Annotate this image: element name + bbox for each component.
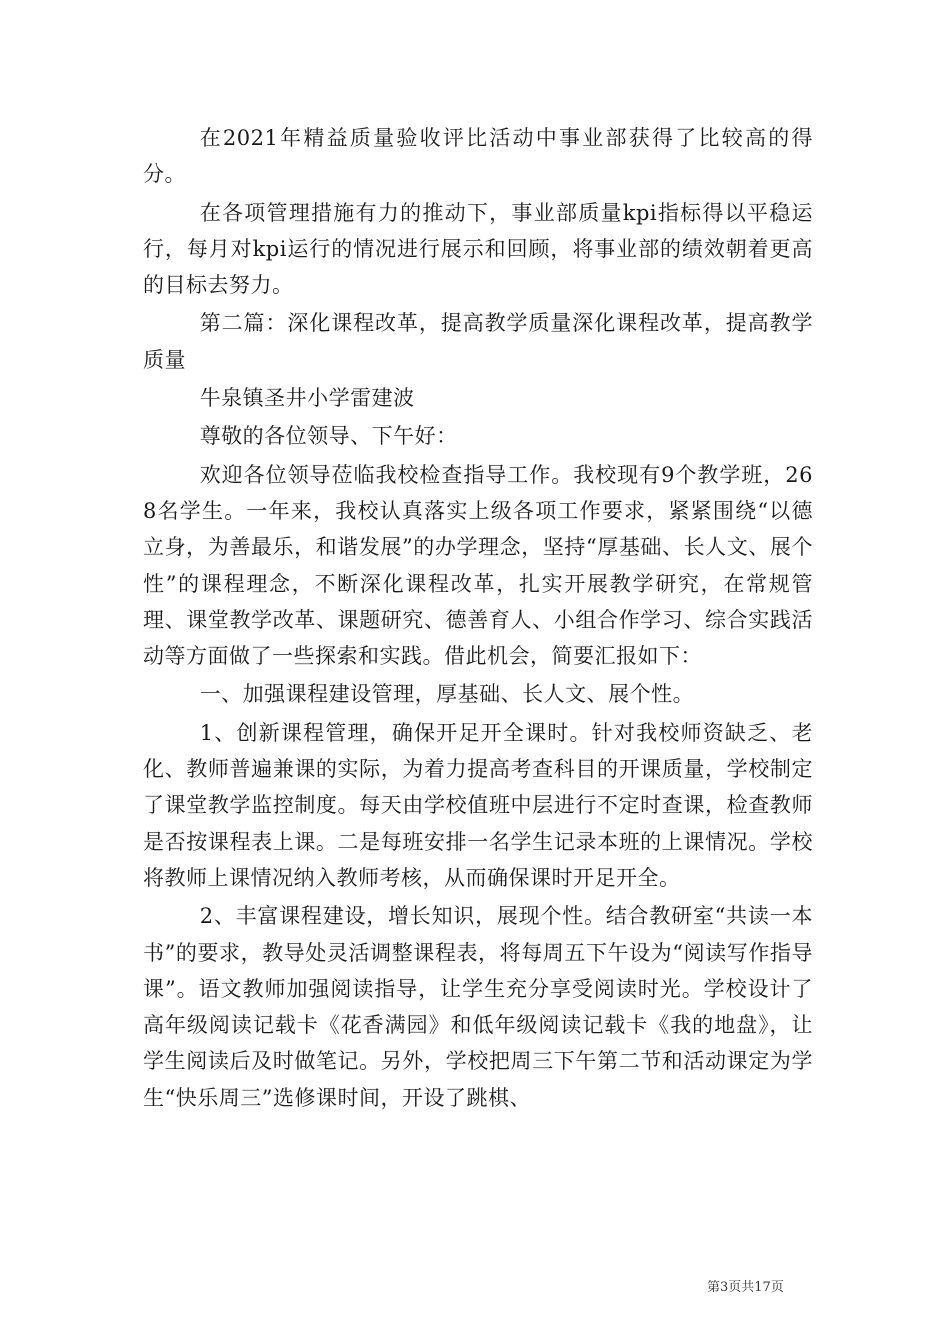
paragraph: 在2021年精益质量验收评比活动中事业部获得了比较高的得分。: [143, 126, 813, 187]
paragraph: 1、创新课程管理，确保开足开全课时。针对我校师资缺乏、老化、教师普遍兼课的实际，为着力提高考查科目的开课质量，学校制定了课堂教学监控制度。每天由学校值班中层进行不定时查课，检查教师是否按课程表上课。二是每班安排一名学生记录本班的上课情况。学校将教师上课情况纳入教师考核，从而确保课时开足开全。: [143, 720, 813, 890]
page-number: 第3页共17页: [707, 1280, 784, 1295]
paragraph: 在各项管理措施有力的推动下，事业部质量kpi指标得以平稳运行，每月对kpi运行的情况进行展示和回顾，将事业部的绩效朝着更高的目标去努力。: [143, 200, 813, 298]
salutation: 尊敬的各位领导、下午好：: [199, 424, 458, 449]
paragraph: 欢迎各位领导莅临我校检查指导工作。我校现有9个教学班，268名学生。一年来，我校认真落实上级各项工作要求，紧紧围绕“以德立身，为善最乐，和谐发展”的办学理念，坚持“厚基础、长人文、展个性”的课程理念，不断深化课程改革，扎实开展教学研究，在常规管理、课堂教学改革、课题研究、德善育人、小组合作学习、综合实践活动等方面做了一些探索和实践。借此机会，简要汇报如下：: [143, 462, 813, 669]
author-line: 牛泉镇圣井小学雷建波: [199, 386, 415, 411]
section-title: 第二篇：深化课程改革，提高教学质量深化课程改革，提高教学质量: [143, 311, 813, 372]
section-heading: 一、加强课程建设管理，厚基础、长人文、展个性。: [199, 682, 695, 707]
document-body: [143, 120, 813, 1116]
paragraph: 2、丰富课程建设，增长知识，展现个性。结合教研室“共读一本书”的要求，教导处灵活调整课程表，将每周五下午设为“阅读写作指导课”。语文教师加强阅读指导，让学生充分享受阅读时光。学校设计了高年级阅读记载卡《花香满园》和低年级阅读记载卡《我的地盘》，让学生阅读后及时做笔记。另外，学校把周三下午第二节和活动课定为学生“快乐周三”选修课时间，开设了跳棋、: [143, 904, 813, 1110]
